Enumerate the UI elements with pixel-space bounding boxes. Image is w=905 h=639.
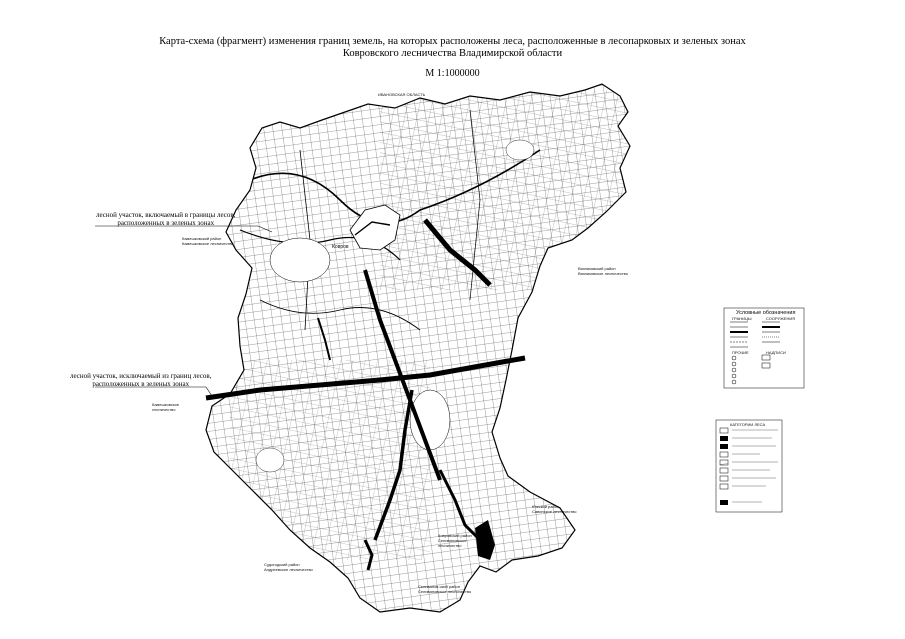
legend-sub-bottom: КАТЕГОРИИ ЛЕСА <box>730 422 766 427</box>
map-scale: М 1:1000000 <box>425 68 480 79</box>
map-title-line2: Ковровского лесничества Владимирской области <box>342 48 563 59</box>
legend-title: Условные обозначения <box>736 310 796 316</box>
map-title-line1: Карта-схема (фрагмент) изменения границ земель, на которых расположены леса, расположенные в лесопарковых и зеленых зонах <box>159 36 746 47</box>
legend-sub-extra: НАДПИСИ <box>766 350 786 355</box>
legend-sub-right: СООРУЖЕНИЯ <box>766 316 796 321</box>
district-label-west-top: Камешковский район Камешковское лесничество <box>182 236 234 246</box>
district-label-west-mid: Камешковское лесничество <box>152 402 180 412</box>
legend-sub-left: ГРАНИЦЫ <box>732 316 752 321</box>
district-label-east: Вязниковский район Вязниковское лесничество <box>578 266 628 276</box>
region-label-top: ИВАНОВСКАЯ ОБЛАСТЬ <box>378 92 426 97</box>
district-label-southeast: Южский район Савинское лесничество <box>532 504 577 514</box>
callout-excluded: лесной участок, исключаемый из границ лесов, расположенных в зеленых зонах <box>70 372 212 388</box>
district-label-southwest: Судогодский район Андреевское лесничество <box>264 562 313 572</box>
district-label-south-center: Ковровский район Селивановское лесничество <box>438 533 472 548</box>
district-label-south: Селиванов ский район Селивановское лесничество <box>418 584 472 594</box>
callout-included: лесной участок, включаемый в границы лесов, расположенных в зеленых зонах <box>96 211 236 227</box>
city-label-kovrov: Ковров <box>332 244 349 250</box>
legend-sub-lower: ПРОЧИЕ <box>732 350 749 355</box>
legend-box-2 <box>716 420 782 512</box>
